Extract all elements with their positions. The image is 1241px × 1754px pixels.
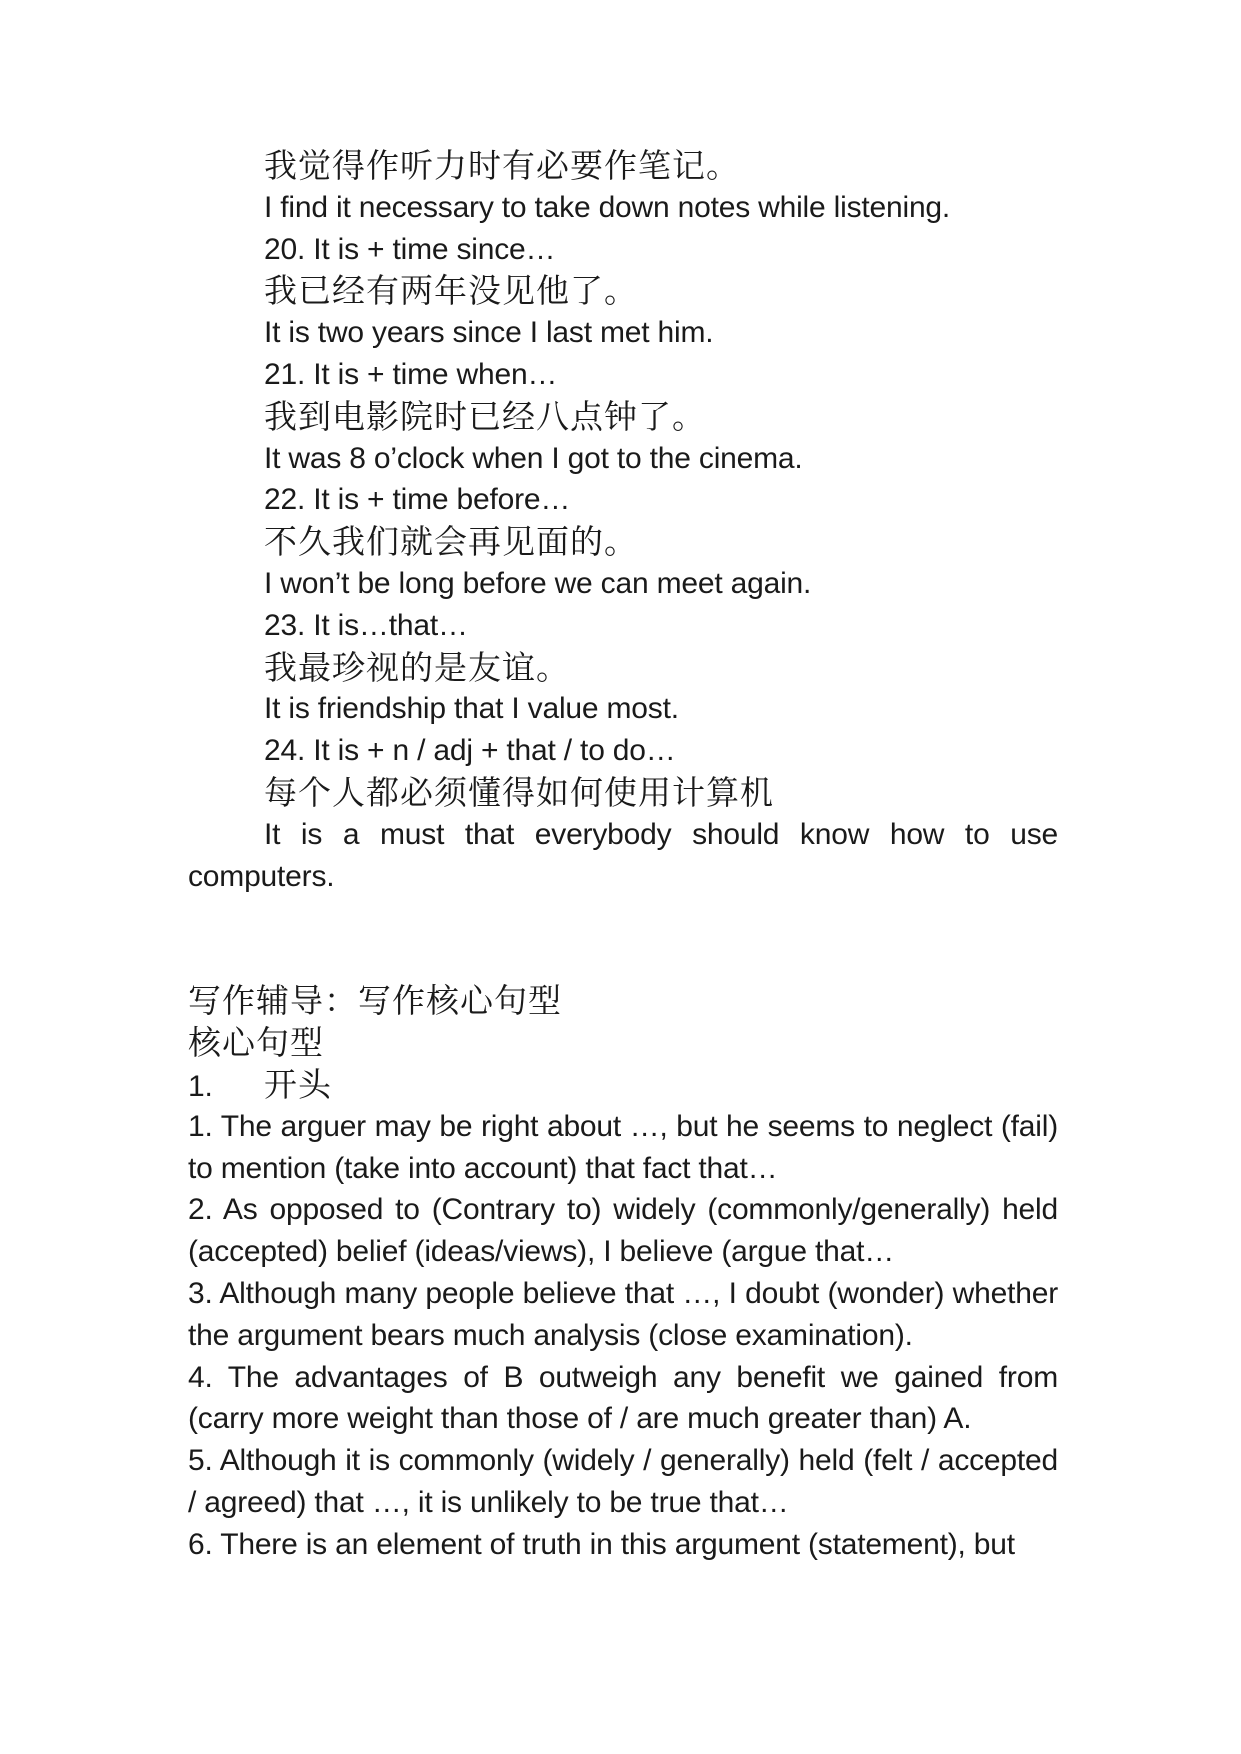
list-item: 6. There is an element of truth in this argument (statement), but xyxy=(188,1527,1015,1561)
pattern-heading: 22. It is + time before… xyxy=(264,483,571,517)
list-item: 2. As opposed to (Contrary to) widely (commonly/generally) held (accepted) belief (ideas/views), I believe (argue that… xyxy=(188,1193,1058,1269)
section-subtitle: 核心句型 xyxy=(188,1023,324,1063)
pattern-heading: 21. It is + time when… xyxy=(264,357,558,391)
example-zh: 不久我们就会再见面的。 xyxy=(264,522,638,562)
section-title: 写作辅导：写作核心句型 xyxy=(188,981,562,1021)
document-page xyxy=(188,145,1058,1566)
example-zh: 我最珍视的是友谊。 xyxy=(264,647,570,687)
example-en: I find it necessary to take down notes while listening. xyxy=(264,190,951,224)
pattern-heading: 24. It is + n / adj + that / to do… xyxy=(264,734,676,768)
section-spacer xyxy=(188,897,1058,980)
example-en: It is friendship that I value most. xyxy=(264,692,679,726)
example-zh: 我觉得作听力时有必要作笔记。 xyxy=(264,146,740,185)
subsection-heading xyxy=(188,1064,1058,1106)
pattern-heading: 20. It is + time since… xyxy=(264,232,556,266)
example-zh: 我已经有两年没见他了。 xyxy=(264,271,638,311)
list-item: 4. The advantages of B outweigh any benefit we gained from (carry more weight than those of / are much greater than) A. xyxy=(188,1360,1058,1436)
list-item: 3. Although many people believe that …, I doubt (wonder) whether the argument bears much analysis (close examination). xyxy=(188,1276,1058,1352)
example-en: It is a must that everybody should know how to use computers. xyxy=(188,817,1058,893)
example-en: I won’t be long before we can meet again. xyxy=(264,566,812,600)
list-item: 5. Although it is commonly (widely / generally) held (felt / accepted / agreed) that …, it is unlikely to be true that… xyxy=(188,1444,1058,1519)
subsection-number: 1. xyxy=(188,1069,213,1103)
pattern-heading: 23. It is…that… xyxy=(264,608,468,642)
example-en: It is two years since I last met him. xyxy=(264,316,714,350)
list-item: 1. The arguer may be right about …, but he seems to neglect (fail) to mention (take into account) that fact that… xyxy=(188,1109,1058,1185)
example-zh: 我到电影院时已经八点钟了。 xyxy=(264,396,706,436)
subsection-title: 开头 xyxy=(264,1064,332,1104)
example-zh: 每个人都必须懂得如何使用计算机 xyxy=(264,772,774,812)
example-en: It was 8 o’clock when I got to the cinema. xyxy=(264,441,803,475)
